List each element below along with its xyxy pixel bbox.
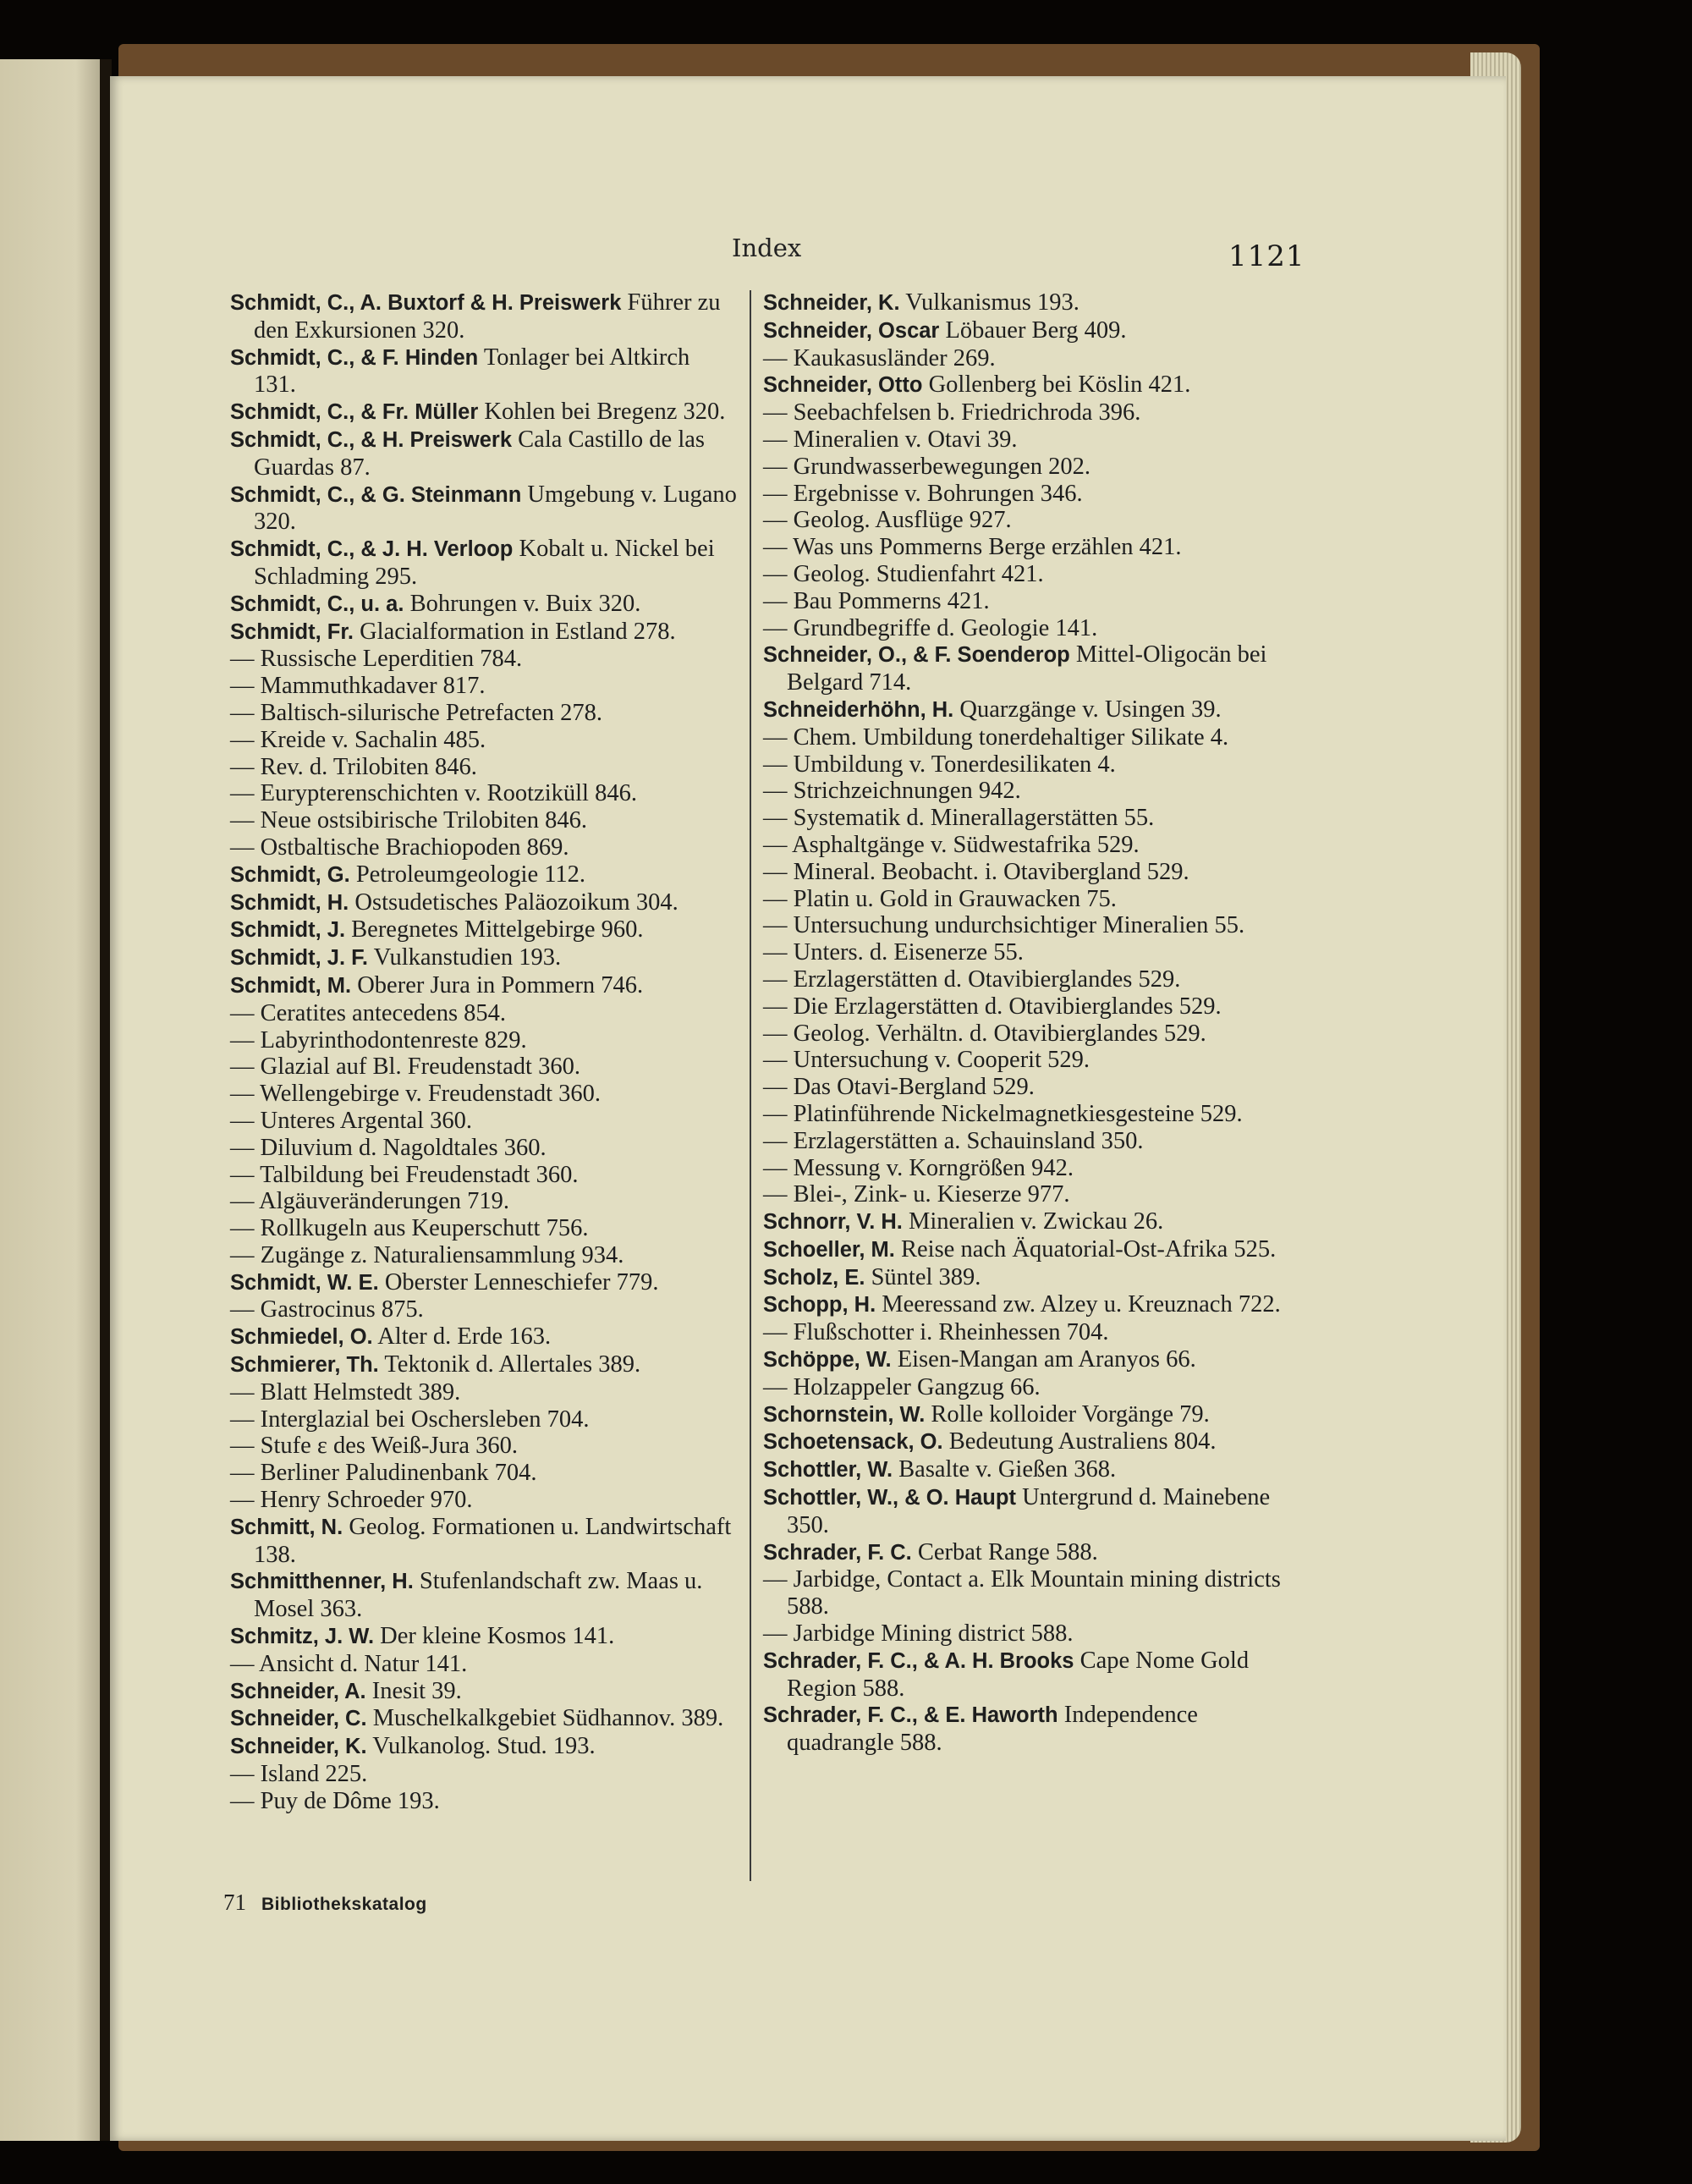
- entry-author: Schmidt, C., & G. Steinmann: [230, 482, 522, 507]
- entry-author: Schoetensack, O.: [763, 1430, 943, 1455]
- index-entry: [763, 1101, 1281, 1128]
- entry-title: — Blatt Helmstedt 389.: [230, 1378, 461, 1406]
- index-entry: [763, 859, 1281, 886]
- entry-title: — Ansicht d. Natur 141.: [230, 1650, 468, 1677]
- entry-author: Schöppe, W.: [763, 1348, 892, 1373]
- index-entry: [763, 454, 1281, 481]
- entry-author: Schornstein, W.: [763, 1402, 926, 1427]
- index-entry: [230, 1027, 738, 1054]
- index-entry: [763, 1208, 1281, 1236]
- entry-title: — Die Erzlagerstätten d. Otavibierglandes 529.: [763, 993, 1222, 1020]
- index-entry: [230, 1215, 738, 1242]
- index-entry: [763, 615, 1281, 642]
- index-entry: [230, 1269, 738, 1297]
- entry-title: — Untersuchung v. Cooperit 529.: [763, 1047, 1090, 1074]
- index-entry: [763, 1155, 1281, 1182]
- entry-title: Cerbat Range 588.: [917, 1538, 1098, 1565]
- entry-title: — Geolog. Studienfahrt 421.: [763, 560, 1044, 587]
- entry-title: — Rev. d. Trilobiten 846.: [230, 753, 477, 780]
- index-entry: [763, 588, 1281, 615]
- entry-title: — Chem. Umbildung tonerdehaltiger Silikate 4.: [763, 723, 1229, 751]
- index-entry: [230, 1053, 738, 1081]
- index-entry: [230, 916, 738, 944]
- entry-title: — Erzlagerstätten a. Schauinsland 350.: [763, 1127, 1144, 1154]
- entry-title: — Platinführende Nickelmagnetkiesgesteine 529.: [763, 1100, 1243, 1127]
- index-entry: [763, 317, 1281, 345]
- index-entry: [230, 889, 738, 917]
- index-entry: [230, 426, 738, 481]
- index-entry: [230, 700, 738, 727]
- entry-title: — Unteres Argental 360.: [230, 1107, 473, 1134]
- entry-title: — Ostbaltische Brachiopoden 869.: [230, 833, 569, 861]
- index-entry: [230, 1135, 738, 1162]
- index-entry: [230, 1514, 738, 1569]
- entry-author: Schrader, F. C.: [763, 1540, 912, 1565]
- entry-author: Schneider, A.: [230, 1679, 366, 1703]
- index-entry: [230, 1623, 738, 1651]
- entry-title: Der kleine Kosmos 141.: [380, 1623, 615, 1650]
- entry-title: Stufenlandschaft zw. Maas u. Mosel 363.: [254, 1568, 703, 1623]
- entry-title: Cape Nome Gold Region 588.: [787, 1647, 1250, 1702]
- index-entry: [763, 289, 1281, 317]
- index-entry: [230, 972, 738, 1000]
- entry-author: Schrader, F. C., & A. H. Brooks: [763, 1648, 1074, 1673]
- entry-title: — Eurypterenschichten v. Rootziküll 846.: [230, 780, 637, 807]
- column-rule: [750, 290, 751, 1881]
- index-entry: [763, 399, 1281, 426]
- signature-label: Bibliothekskatalog: [261, 1895, 427, 1914]
- entry-title: — Erzlagerstätten d. Otavibierglandes 529.: [763, 965, 1181, 993]
- index-entry: [763, 1456, 1281, 1484]
- index-entry: [763, 751, 1281, 778]
- index-entry: [230, 1761, 738, 1788]
- index-entry: [230, 619, 738, 646]
- entry-title: — Holzappeler Gangzug 66.: [763, 1373, 1041, 1400]
- entry-author: Schmidt, G.: [230, 862, 350, 887]
- entry-author: Schmitz, J. W.: [230, 1625, 375, 1649]
- entry-title: — Zugänge z. Naturaliensammlung 934.: [230, 1241, 624, 1268]
- entry-title: — Interglazial bei Oschersleben 704.: [230, 1406, 590, 1433]
- index-column-right: [763, 289, 1281, 1757]
- entry-title: Oberer Jura in Pommern 746.: [357, 971, 644, 998]
- index-entry: [230, 807, 738, 834]
- index-entry: [230, 1678, 738, 1706]
- entry-title: Independence quadrangle 588.: [787, 1702, 1198, 1757]
- index-entry: [230, 1433, 738, 1460]
- entry-title: Löbauer Berg 409.: [945, 316, 1127, 344]
- entry-title: — Puy de Dôme 193.: [230, 1787, 440, 1814]
- index-entry: [763, 939, 1281, 966]
- entry-author: Schneider, K.: [763, 291, 900, 315]
- entry-author: Schmidt, H.: [230, 890, 349, 915]
- entry-title: — Stufe ε des Weiß-Jura 360.: [230, 1433, 519, 1460]
- entry-author: Schrader, F. C., & E. Haworth: [763, 1703, 1058, 1728]
- entry-title: — Systematik d. Minerallagerstätten 55.: [763, 805, 1155, 832]
- index-entry: [230, 1000, 738, 1027]
- index-entry: [230, 1351, 738, 1379]
- page-footer: [223, 1890, 427, 1916]
- entry-author: Scholz, E.: [763, 1265, 865, 1290]
- entry-author: Schmierer, Th.: [230, 1353, 379, 1378]
- entry-title: Gollenberg bei Köslin 421.: [928, 371, 1191, 399]
- index-entry: [763, 1074, 1281, 1101]
- entry-author: Schmidt, C., & F. Hinden: [230, 345, 479, 370]
- entry-author: Schmidt, C., u. a.: [230, 591, 404, 616]
- index-entry: [763, 1428, 1281, 1456]
- entry-title: Mineralien v. Zwickau 26.: [909, 1208, 1164, 1235]
- entry-title: Tektonik d. Allertales 389.: [384, 1351, 641, 1378]
- entry-title: — Wellengebirge v. Freudenstadt 360.: [230, 1081, 602, 1108]
- index-entry: [763, 1264, 1281, 1292]
- entry-title: — Rollkugeln aus Keuperschutt 756.: [230, 1215, 589, 1242]
- index-entry: [763, 993, 1281, 1020]
- entry-author: Schmidt, W. E.: [230, 1270, 379, 1295]
- index-entry: [230, 727, 738, 754]
- entry-title: Basalte v. Gießen 368.: [898, 1456, 1117, 1483]
- index-entry: [230, 754, 738, 781]
- index-entry: [230, 834, 738, 861]
- entry-author: Schneiderhöhn, H.: [763, 697, 954, 722]
- entry-title: Beregnetes Mittelgebirge 960.: [351, 916, 644, 943]
- entry-author: Schneider, K.: [230, 1735, 367, 1759]
- entry-title: — Mineralien v. Otavi 39.: [763, 426, 1018, 453]
- index-entry: [763, 1319, 1281, 1346]
- entry-title: Alter d. Erde 163.: [377, 1323, 552, 1351]
- entry-title: — Geolog. Ausflüge 927.: [763, 507, 1012, 534]
- entry-title: Glacialformation in Estland 278.: [360, 618, 676, 645]
- entry-title: — Untersuchung undurchsichtiger Mineralien 55.: [763, 912, 1245, 939]
- entry-author: Schmitthenner, H.: [230, 1570, 414, 1594]
- index-entry: [230, 673, 738, 700]
- entry-author: Schottler, W., & O. Haupt: [763, 1486, 1016, 1510]
- index-entry: [763, 426, 1281, 454]
- index-entry: [763, 1566, 1281, 1620]
- entry-title: — Neue ostsibirische Trilobiten 846.: [230, 807, 587, 834]
- entry-author: Schoeller, M.: [763, 1237, 895, 1262]
- entry-title: Ostsudetisches Paläozoikum 304.: [354, 888, 678, 916]
- index-entry: [763, 696, 1281, 724]
- entry-title: Rolle kolloider Vorgänge 79.: [931, 1400, 1210, 1428]
- index-entry: [230, 1460, 738, 1487]
- entry-title: — Ergebnisse v. Bohrungen 346.: [763, 480, 1083, 507]
- index-entry: [230, 399, 738, 426]
- entry-title: Oberster Lenneschiefer 779.: [384, 1268, 659, 1296]
- index-entry: [763, 1374, 1281, 1401]
- entry-title: — Platin u. Gold in Grauwacken 75.: [763, 885, 1117, 912]
- entry-title: — Ceratites antecedens 854.: [230, 999, 507, 1026]
- entry-title: Cala Castillo de las Guardas 87.: [254, 426, 705, 481]
- index-entry: [763, 778, 1281, 805]
- index-entry: [763, 832, 1281, 859]
- index-entry: [763, 966, 1281, 993]
- entry-title: — Grundbegriffe d. Geologie 141.: [763, 614, 1098, 641]
- entry-title: — Island 225.: [230, 1761, 368, 1788]
- index-entry: [763, 912, 1281, 939]
- index-entry: [763, 1346, 1281, 1374]
- index-entry: [763, 1128, 1281, 1155]
- entry-title: — Mineral. Beobacht. i. Otavibergland 529.: [763, 858, 1189, 885]
- entry-title: — Umbildung v. Tonerdesilikaten 4.: [763, 751, 1116, 778]
- index-entry: [230, 1296, 738, 1323]
- entry-title: Petroleumgeologie 112.: [355, 861, 586, 888]
- entry-title: Meeressand zw. Alzey u. Kreuznach 722.: [882, 1291, 1281, 1318]
- entry-title: Eisen-Mangan am Aranyos 66.: [897, 1346, 1196, 1373]
- entry-author: Schopp, H.: [763, 1293, 876, 1318]
- entry-author: Schmidt, J. F.: [230, 946, 368, 971]
- entry-author: Schmitt, N.: [230, 1515, 343, 1539]
- entry-title: Süntel 389.: [871, 1263, 981, 1290]
- entry-title: Kobalt u. Nickel bei Schladming 295.: [254, 536, 715, 590]
- entry-title: — Blei-, Zink- u. Kieserze 977.: [763, 1181, 1070, 1208]
- index-entry: [763, 724, 1281, 751]
- entry-title: — Talbildung bei Freudenstadt 360.: [230, 1161, 579, 1188]
- index-entry: [230, 1162, 738, 1189]
- index-entry: [230, 481, 738, 536]
- index-entry: [763, 371, 1281, 399]
- entry-title: — Glazial auf Bl. Freudenstadt 360.: [230, 1053, 580, 1081]
- index-entry: [763, 1020, 1281, 1048]
- entry-title: — Berliner Paludinenbank 704.: [230, 1460, 537, 1487]
- index-entry: [763, 1484, 1281, 1539]
- entry-title: Reise nach Äquatorial-Ost-Afrika 525.: [901, 1235, 1277, 1263]
- entry-title: — Grundwasserbewegungen 202.: [763, 453, 1091, 480]
- index-entry: [763, 641, 1281, 696]
- entry-title: — Labyrinthodontenreste 829.: [230, 1026, 527, 1053]
- entry-title: Bohrungen v. Buix 320.: [409, 590, 641, 617]
- index-entry: [763, 1181, 1281, 1208]
- entry-title: Vulkanolog. Stud. 193.: [372, 1733, 596, 1760]
- entry-title: — Gastrocinus 875.: [230, 1296, 424, 1323]
- index-entry: [230, 646, 738, 673]
- entry-title: — Russische Leperditien 784.: [230, 646, 523, 673]
- entry-title: — Jarbidge Mining district 588.: [763, 1620, 1074, 1648]
- entry-title: — Das Otavi-Bergland 529.: [763, 1074, 1035, 1101]
- index-entry: [230, 944, 738, 972]
- entry-author: Schneider, C.: [230, 1707, 367, 1731]
- entry-title: — Flußschotter i. Rheinhessen 704.: [763, 1319, 1109, 1346]
- entry-title: — Messung v. Korngrößen 942.: [763, 1154, 1074, 1181]
- entry-title: Geolog. Formationen u. Landwirtschaft 138.: [254, 1513, 732, 1568]
- index-entry: [230, 1487, 738, 1514]
- index-entry: [763, 886, 1281, 913]
- index-entry: [230, 536, 738, 591]
- index-entry: [230, 591, 738, 619]
- index-entry: [763, 1648, 1281, 1703]
- entry-author: Schmidt, Fr.: [230, 619, 354, 644]
- entry-title: Muschelkalkgebiet Südhannov. 389.: [372, 1705, 724, 1732]
- entry-title: Quarzgänge v. Usingen 39.: [959, 696, 1222, 723]
- index-entry: [763, 345, 1281, 372]
- entry-author: Schneider, Otto: [763, 373, 923, 398]
- entry-title: — Algäuveränderungen 719.: [230, 1188, 510, 1215]
- index-entry: [230, 1108, 738, 1135]
- index-entry: [230, 861, 738, 889]
- entry-author: Schmiedel, O.: [230, 1325, 373, 1350]
- entry-author: Schnorr, V. H.: [763, 1210, 903, 1235]
- index-entry: [763, 534, 1281, 561]
- index-entry: [763, 1401, 1281, 1429]
- entry-title: Führer zu den Exkursionen 320.: [254, 289, 721, 344]
- entry-title: — Strichzeichnungen 942.: [763, 778, 1021, 805]
- signature-number: 71: [223, 1890, 246, 1915]
- entry-title: — Asphaltgänge v. Südwestafrika 529.: [763, 831, 1140, 858]
- entry-title: — Bau Pommerns 421.: [763, 587, 990, 614]
- index-column-left: [230, 289, 738, 1815]
- entry-title: — Kreide v. Sachalin 485.: [230, 726, 486, 753]
- running-head: Index: [732, 234, 802, 262]
- entry-title: — Kaukasusländer 269.: [763, 344, 996, 371]
- index-entry: [230, 1188, 738, 1215]
- index-entry: [230, 1788, 738, 1815]
- entry-author: Schneider, Oscar: [763, 318, 940, 343]
- index-entry: [230, 1568, 738, 1623]
- entry-author: Schmidt, C., & Fr. Müller: [230, 400, 479, 425]
- entry-author: Schottler, W.: [763, 1458, 893, 1483]
- entry-author: Schmidt, C., & J. H. Verloop: [230, 537, 514, 562]
- entry-title: Inesit 39.: [371, 1677, 462, 1704]
- entry-author: Schmidt, J.: [230, 918, 346, 943]
- entry-title: Umgebung v. Lugano 320.: [254, 481, 737, 536]
- index-entry: [763, 1236, 1281, 1264]
- entry-author: Schmidt, C., A. Buxtorf & H. Preiswerk: [230, 291, 622, 315]
- page-number: 1121: [1228, 239, 1305, 273]
- index-entry: [230, 344, 738, 399]
- index-entry: [230, 1406, 738, 1433]
- entry-title: Vulkanismus 193.: [905, 289, 1079, 316]
- index-entry: [230, 780, 738, 807]
- entry-title: — Mammuthkadaver 817.: [230, 673, 486, 700]
- entry-title: Bedeutung Australiens 804.: [948, 1428, 1217, 1455]
- index-entry: [230, 1705, 738, 1733]
- index-entry: [763, 1291, 1281, 1319]
- index-entry: [230, 1081, 738, 1108]
- index-entry: [230, 1651, 738, 1678]
- entry-title: — Henry Schroeder 970.: [230, 1487, 473, 1514]
- index-entry: [763, 1702, 1281, 1757]
- index-entry: [230, 289, 738, 344]
- index-entry: [763, 561, 1281, 588]
- index-entry: [230, 1733, 738, 1761]
- entry-author: Schmidt, M.: [230, 973, 352, 998]
- entry-title: — Diluvium d. Nagoldtales 360.: [230, 1134, 547, 1161]
- entry-title: — Jarbidge, Contact a. Elk Mountain mining districts 588.: [763, 1566, 1281, 1620]
- entry-title: — Was uns Pommerns Berge erzählen 421.: [763, 534, 1182, 561]
- facing-page: [0, 59, 108, 2141]
- index-entry: [763, 1620, 1281, 1648]
- index-entry: [763, 481, 1281, 508]
- entry-title: Vulkanstudien 193.: [373, 944, 562, 971]
- entry-title: — Unters. d. Eisenerze 55.: [763, 939, 1024, 966]
- entry-title: — Geolog. Verhältn. d. Otavibierglandes 529.: [763, 1020, 1206, 1047]
- index-entry: [763, 1047, 1281, 1074]
- entry-title: — Baltisch-silurische Petrefacten 278.: [230, 699, 603, 726]
- entry-author: Schmidt, C., & H. Preiswerk: [230, 427, 513, 452]
- index-entry: [763, 507, 1281, 534]
- entry-author: Schneider, O., & F. Soenderop: [763, 643, 1070, 668]
- index-entry: [230, 1379, 738, 1406]
- entry-title: Kohlen bei Bregenz 320.: [484, 399, 726, 426]
- index-entry: [230, 1323, 738, 1351]
- entry-title: Tonlager bei Altkirch 131.: [254, 344, 690, 399]
- index-entry: [763, 805, 1281, 832]
- entry-title: — Seebachfelsen b. Friedrichroda 396.: [763, 399, 1141, 426]
- entry-title: Untergrund d. Mainebene 350.: [787, 1484, 1271, 1538]
- index-entry: [763, 1539, 1281, 1567]
- index-entry: [230, 1242, 738, 1269]
- entry-title: Mittel-Oligocän bei Belgard 714.: [787, 641, 1267, 696]
